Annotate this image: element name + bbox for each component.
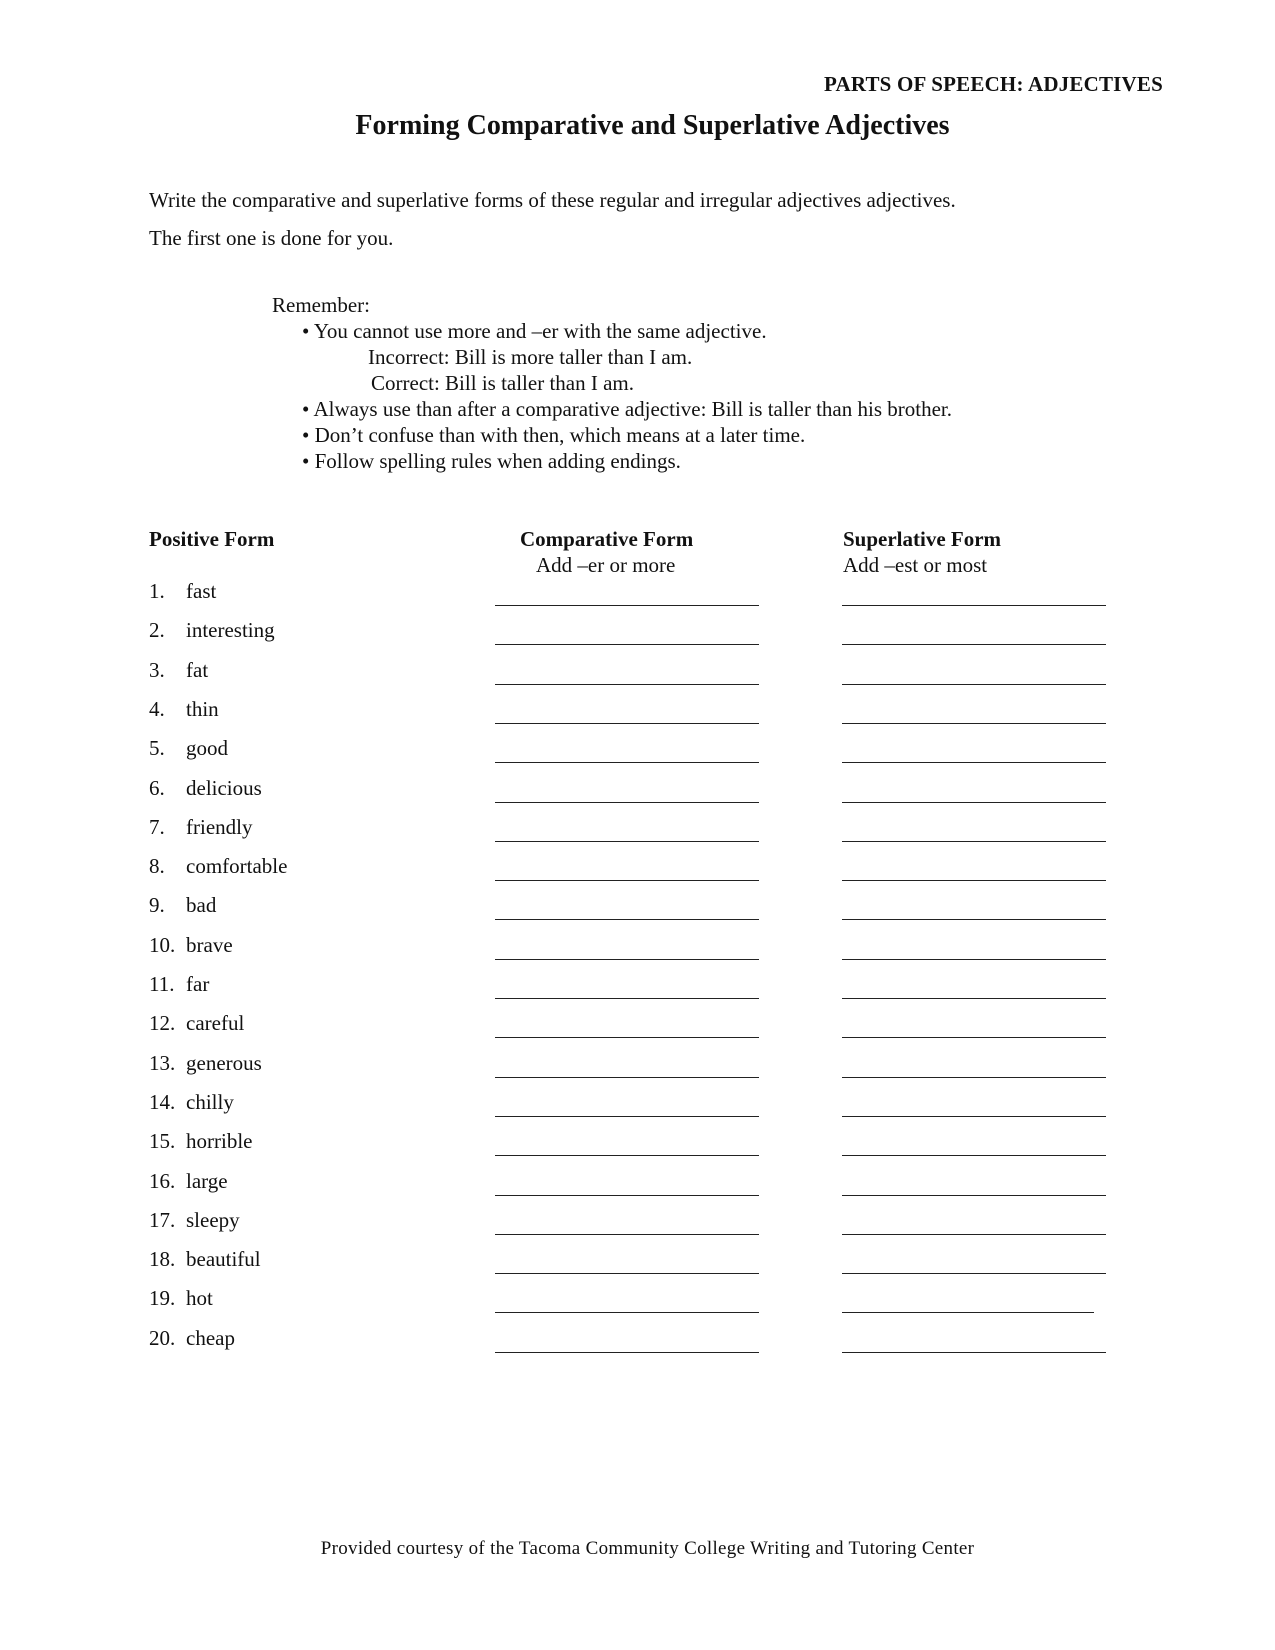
positive-adjective: hot xyxy=(186,1286,213,1310)
remember-box xyxy=(272,292,952,474)
comparative-answer-line[interactable] xyxy=(495,959,759,960)
table-row xyxy=(0,776,1275,808)
table-row xyxy=(0,658,1275,690)
row-number: 10. xyxy=(149,933,176,957)
row-number: 20. xyxy=(149,1326,176,1350)
instruction-line-2: The first one is done for you. xyxy=(149,226,394,250)
remember-heading: Remember: xyxy=(272,293,370,317)
example-incorrect: Incorrect: Bill is more taller than I am. xyxy=(368,345,693,369)
comparative-answer-line[interactable] xyxy=(495,723,759,724)
row-number: 15. xyxy=(149,1129,176,1153)
superlative-answer-line[interactable] xyxy=(842,1195,1106,1196)
positive-adjective: large xyxy=(186,1169,228,1193)
superlative-answer-line[interactable] xyxy=(842,1312,1094,1313)
superlative-answer-line[interactable] xyxy=(842,959,1106,960)
superlative-answer-line[interactable] xyxy=(842,841,1106,842)
superlative-answer-line[interactable] xyxy=(842,1077,1106,1078)
remember-bullet-2: • Always use than after a comparative adjective: Bill is taller than his brother. xyxy=(302,397,952,421)
table-row xyxy=(0,854,1275,886)
comparative-answer-line[interactable] xyxy=(495,1234,759,1235)
comparative-answer-line[interactable] xyxy=(495,605,759,606)
table-row xyxy=(0,1011,1275,1043)
comparative-answer-line[interactable] xyxy=(495,1037,759,1038)
remember-bullet-1: • You cannot use more and –er with the same adjective. xyxy=(302,319,767,343)
table-row xyxy=(0,736,1275,768)
positive-adjective: fast xyxy=(186,579,217,603)
comparative-answer-line[interactable] xyxy=(495,762,759,763)
superlative-answer-line[interactable] xyxy=(842,1116,1106,1117)
superlative-answer-line[interactable] xyxy=(842,1155,1106,1156)
section-tag: PARTS OF SPEECH: ADJECTIVES xyxy=(824,72,1163,96)
positive-adjective: far xyxy=(186,972,210,996)
row-number: 16. xyxy=(149,1169,176,1193)
row-number: 5. xyxy=(149,736,165,760)
comparative-answer-line[interactable] xyxy=(495,684,759,685)
superlative-answer-line[interactable] xyxy=(842,605,1106,606)
row-number: 17. xyxy=(149,1208,176,1232)
superlative-answer-line[interactable] xyxy=(842,762,1106,763)
positive-adjective: generous xyxy=(186,1051,262,1075)
positive-adjective: careful xyxy=(186,1011,245,1035)
superlative-answer-line[interactable] xyxy=(842,684,1106,685)
instruction-line-1: Write the comparative and superlative forms of these regular and irregular adjectives adjectives. xyxy=(149,188,956,212)
row-number: 1. xyxy=(149,579,165,603)
table-row xyxy=(0,1247,1275,1279)
comparative-answer-line[interactable] xyxy=(495,841,759,842)
row-number: 3. xyxy=(149,658,165,682)
table-row xyxy=(0,1326,1275,1358)
row-number: 14. xyxy=(149,1090,176,1114)
table-row xyxy=(0,1169,1275,1201)
table-row xyxy=(0,972,1275,1004)
positive-adjective: delicious xyxy=(186,776,262,800)
superlative-answer-line[interactable] xyxy=(842,1234,1106,1235)
table-row xyxy=(0,1090,1275,1122)
footer-credit: Provided courtesy of the Tacoma Community College Writing and Tutoring Center xyxy=(320,1538,975,1559)
superlative-answer-line[interactable] xyxy=(842,1352,1106,1353)
superlative-answer-line[interactable] xyxy=(842,1273,1106,1274)
table-row xyxy=(0,815,1275,847)
table-row xyxy=(0,1286,1275,1318)
comparative-answer-line[interactable] xyxy=(495,802,759,803)
row-number: 13. xyxy=(149,1051,176,1075)
superlative-answer-line[interactable] xyxy=(842,723,1106,724)
row-number: 19. xyxy=(149,1286,176,1310)
row-number: 4. xyxy=(149,697,165,721)
positive-adjective: good xyxy=(186,736,228,760)
positive-adjective: interesting xyxy=(186,618,275,642)
column-hint-comparative: Add –er or more xyxy=(536,553,676,577)
superlative-answer-line[interactable] xyxy=(842,644,1106,645)
row-number: 6. xyxy=(149,776,165,800)
comparative-answer-line[interactable] xyxy=(495,1273,759,1274)
superlative-answer-line[interactable] xyxy=(842,880,1106,881)
remember-bullet-4: • Follow spelling rules when adding endings. xyxy=(302,449,681,473)
column-header-comparative: Comparative Form xyxy=(520,527,694,551)
positive-adjective: cheap xyxy=(186,1326,235,1350)
comparative-answer-line[interactable] xyxy=(495,1195,759,1196)
positive-adjective: brave xyxy=(186,933,233,957)
table-row xyxy=(0,893,1275,925)
superlative-answer-line[interactable] xyxy=(842,998,1106,999)
comparative-answer-line[interactable] xyxy=(495,880,759,881)
superlative-answer-line[interactable] xyxy=(842,802,1106,803)
table-row xyxy=(0,697,1275,729)
comparative-answer-line[interactable] xyxy=(495,998,759,999)
row-number: 8. xyxy=(149,854,165,878)
positive-adjective: comfortable xyxy=(186,854,288,878)
remember-bullet-3: • Don’t confuse than with then, which means at a later time. xyxy=(302,423,806,447)
positive-adjective: horrible xyxy=(186,1129,253,1153)
table-row xyxy=(0,1051,1275,1083)
table-row xyxy=(0,579,1275,611)
example-correct: Correct: Bill is taller than I am. xyxy=(371,371,635,395)
table-row xyxy=(0,933,1275,965)
row-number: 2. xyxy=(149,618,165,642)
positive-adjective: friendly xyxy=(186,815,253,839)
table-row xyxy=(0,1129,1275,1161)
column-header-positive: Positive Form xyxy=(149,527,275,551)
table-row xyxy=(0,618,1275,650)
comparative-answer-line[interactable] xyxy=(495,919,759,920)
comparative-answer-line[interactable] xyxy=(495,1116,759,1117)
positive-adjective: chilly xyxy=(186,1090,234,1114)
positive-adjective: bad xyxy=(186,893,217,917)
superlative-answer-line[interactable] xyxy=(842,1037,1106,1038)
page-title: Forming Comparative and Superlative Adjectives xyxy=(355,110,950,141)
row-number: 7. xyxy=(149,815,165,839)
comparative-answer-line[interactable] xyxy=(495,644,759,645)
superlative-answer-line[interactable] xyxy=(842,919,1106,920)
row-number: 12. xyxy=(149,1011,176,1035)
comparative-answer-line[interactable] xyxy=(495,1077,759,1078)
comparative-answer-line[interactable] xyxy=(495,1155,759,1156)
positive-adjective: thin xyxy=(186,697,219,721)
row-number: 18. xyxy=(149,1247,176,1271)
column-hint-superlative: Add –est or most xyxy=(843,553,988,577)
column-header-superlative: Superlative Form xyxy=(843,527,1002,551)
positive-adjective: beautiful xyxy=(186,1247,261,1271)
positive-adjective: sleepy xyxy=(186,1208,240,1232)
comparative-answer-line[interactable] xyxy=(495,1352,759,1353)
table-row xyxy=(0,1208,1275,1240)
row-number: 9. xyxy=(149,893,165,917)
positive-adjective: fat xyxy=(186,658,209,682)
row-number: 11. xyxy=(149,972,175,996)
comparative-answer-line[interactable] xyxy=(495,1312,759,1313)
